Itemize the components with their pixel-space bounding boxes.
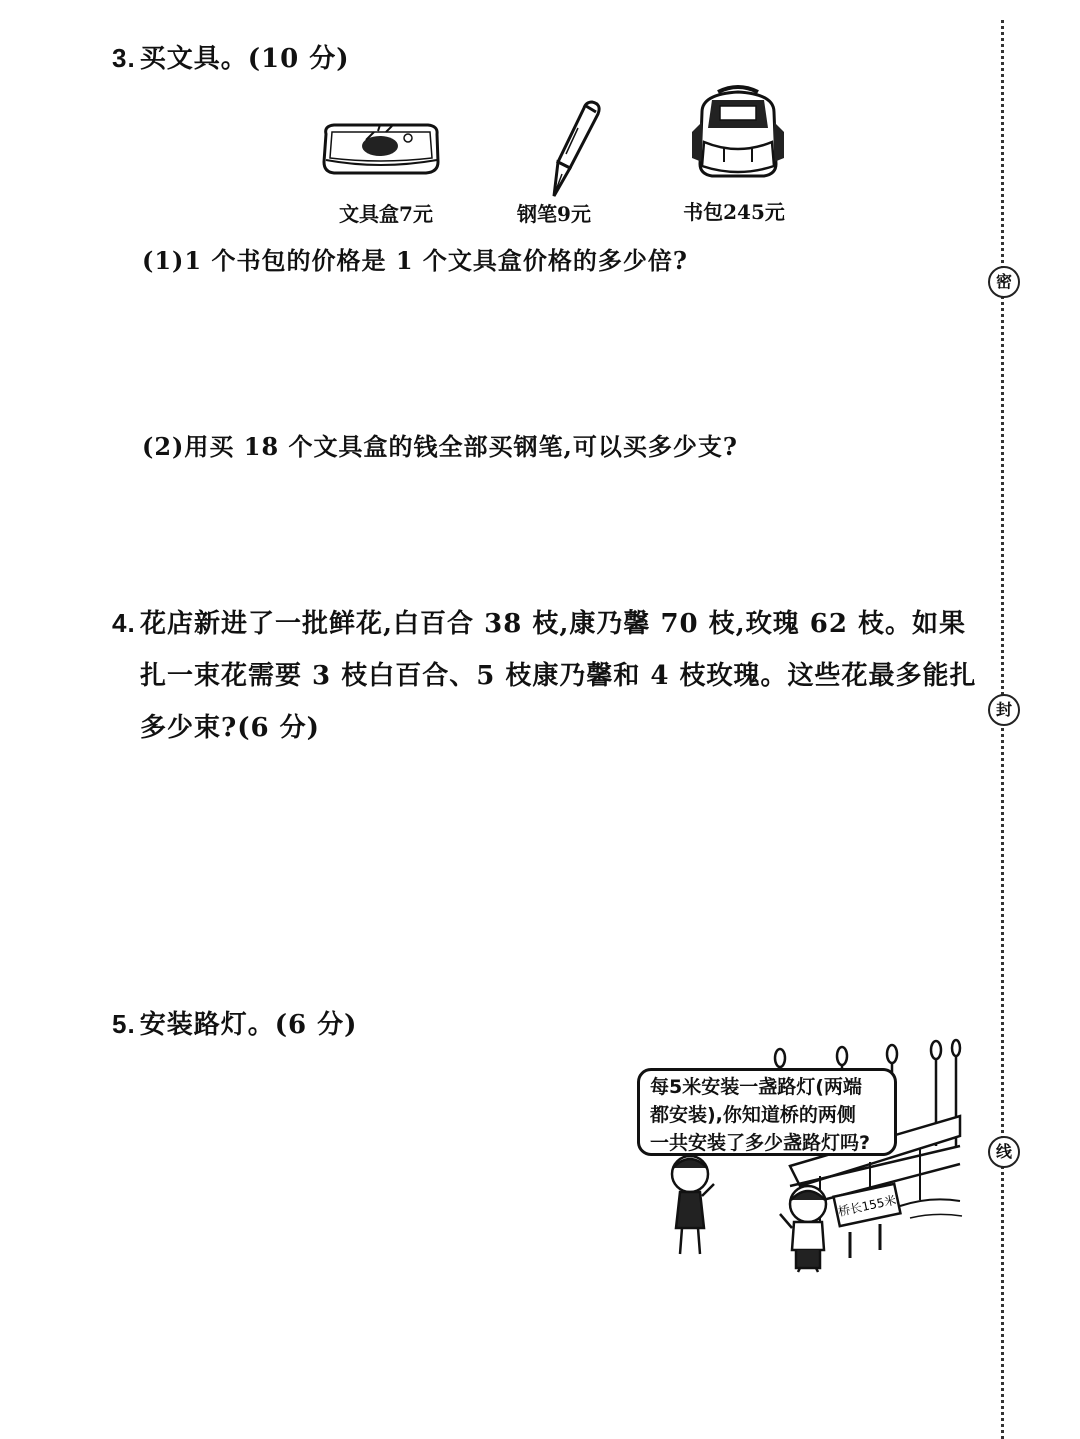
seal-mi: 密 xyxy=(988,266,1020,298)
girl-figure xyxy=(672,1156,714,1254)
seal-xian: 线 xyxy=(988,1136,1020,1168)
question-4-line-2: 扎一束花需要 3 枝白百合、5 枝康乃馨和 4 枝玫瑰。这些花最多能扎 xyxy=(140,661,977,691)
question-3-title xyxy=(112,38,350,75)
question-4-number xyxy=(112,608,140,639)
bubble-line-3: 一共安装了多少盏路灯吗? xyxy=(650,1132,871,1154)
question-4-line-1: 花店新进了一批鲜花,白百合 38 枝,康乃馨 70 枝,玫瑰 62 枝。如果 xyxy=(140,609,967,639)
question-number: 5. xyxy=(112,1009,136,1039)
fountain-pen-label: 钢笔9元 xyxy=(517,202,591,226)
question-number: 3. xyxy=(112,43,136,73)
binding-dotted-line xyxy=(1001,20,1004,1439)
question-3-part-2: (2)用买 18 个文具盒的钱全部买钢笔,可以买多少支? xyxy=(142,432,738,461)
question-3-part-1: (1)1 个书包的价格是 1 个文具盒价格的多少倍? xyxy=(142,246,688,275)
seal-feng: 封 xyxy=(988,694,1020,726)
boy-figure xyxy=(780,1186,826,1272)
question-5-title xyxy=(112,1004,357,1041)
pencil-case-label: 文具盒7元 xyxy=(339,202,433,226)
question-4-text xyxy=(140,598,980,754)
bridge-sign-text: 桥长155米 xyxy=(836,1193,898,1219)
bubble-line-1: 每5米安装一盏路灯(两端 xyxy=(650,1076,862,1098)
fountain-pen-icon xyxy=(540,98,606,202)
bubble-line-2: 都安装),你知道桥的两侧 xyxy=(650,1104,856,1126)
backpack-icon xyxy=(688,82,788,182)
backpack-label: 书包245元 xyxy=(683,200,785,224)
question-4-line-3: 多少束?(6 分) xyxy=(140,713,320,743)
question-text: 买文具。(10 分) xyxy=(139,44,350,74)
question-number: 4. xyxy=(112,608,136,638)
question-text: 安装路灯。(6 分) xyxy=(139,1010,358,1040)
pencil-case-icon xyxy=(320,120,442,178)
bridge-length-sign xyxy=(834,1184,901,1258)
speech-bubble xyxy=(637,1068,897,1156)
